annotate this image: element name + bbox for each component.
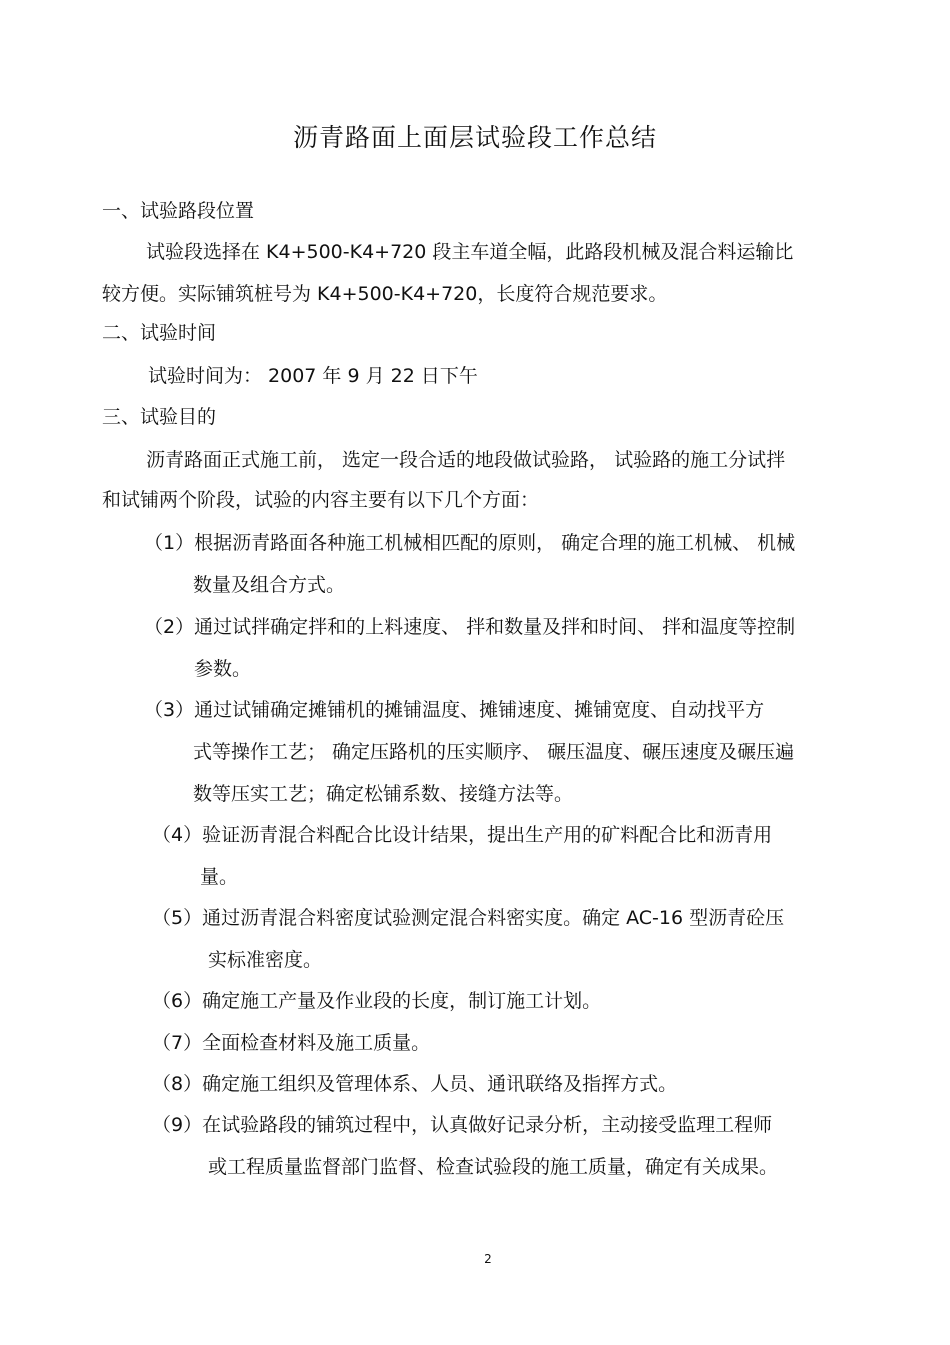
location-text-line-1: 试验段选择在 K4+500-K4+720 段主车道全幅，此路段机械及混合料运输比	[146, 241, 794, 263]
item-2-line-2: 参数。	[194, 658, 252, 680]
item-5-line-2: 实标准密度。	[208, 949, 323, 971]
item-9-line-1: （9）在试验路段的铺筑过程中，认真做好记录分析，主动接受监理工程师	[152, 1114, 773, 1136]
item-3-line-1: （3）通过试铺确定摊铺机的摊铺温度、摊铺速度、摊铺宽度、自动找平方	[144, 699, 765, 721]
item-7-line-1: （7）全面检查材料及施工质量。	[152, 1032, 431, 1054]
time-text-line-1: 试验时间为： 2007 年 9 月 22 日下午	[148, 365, 478, 387]
location-text-line-2: 较方便。实际铺筑桩号为 K4+500-K4+720，长度符合规范要求。	[102, 283, 668, 305]
item-3-line-2: 式等操作工艺； 确定压路机的压实顺序、 碾压温度、碾压速度及碾压遍	[193, 741, 795, 763]
item-3-line-3: 数等压实工艺；确定松铺系数、接缝方法等。	[193, 783, 574, 805]
purpose-text-line-1: 沥青路面正式施工前， 选定一段合适的地段做试验路， 试验路的施工分试拌	[146, 449, 786, 471]
item-5-line-1: （5）通过沥青混合料密度试验测定混合料密实度。确定 AC-16 型沥青砼压	[152, 907, 785, 929]
item-1-line-1: （1）根据沥青路面各种施工机械相匹配的原则， 确定合理的施工机械、 机械	[144, 532, 796, 554]
item-4-line-1: （4）验证沥青混合料配合比设计结果，提出生产用的矿料配合比和沥青用	[152, 824, 773, 846]
page-number: 2	[484, 1252, 492, 1266]
document-title: 沥青路面上面层试验段工作总结	[292, 123, 657, 152]
purpose-text-line-2: 和试铺两个阶段，试验的内容主要有以下几个方面：	[102, 489, 540, 511]
item-9-line-2: 或工程质量监督部门监督、检查试验段的施工质量，确定有关成果。	[208, 1156, 779, 1178]
item-6-line-1: （6）确定施工产量及作业段的长度，制订施工计划。	[152, 990, 602, 1012]
item-2-line-1: （2）通过试拌确定拌和的上料速度、 拌和数量及拌和时间、 拌和温度等控制	[144, 616, 796, 638]
section-heading-time: 二、试验时间	[102, 322, 217, 344]
section-heading-location: 一、试验路段位置	[102, 200, 255, 222]
item-4-line-2: 量。	[200, 866, 239, 888]
item-8-line-1: （8）确定施工组织及管理体系、人员、通讯联络及指挥方式。	[152, 1073, 678, 1095]
section-heading-purpose: 三、试验目的	[102, 406, 217, 428]
item-1-line-2: 数量及组合方式。	[193, 574, 346, 596]
